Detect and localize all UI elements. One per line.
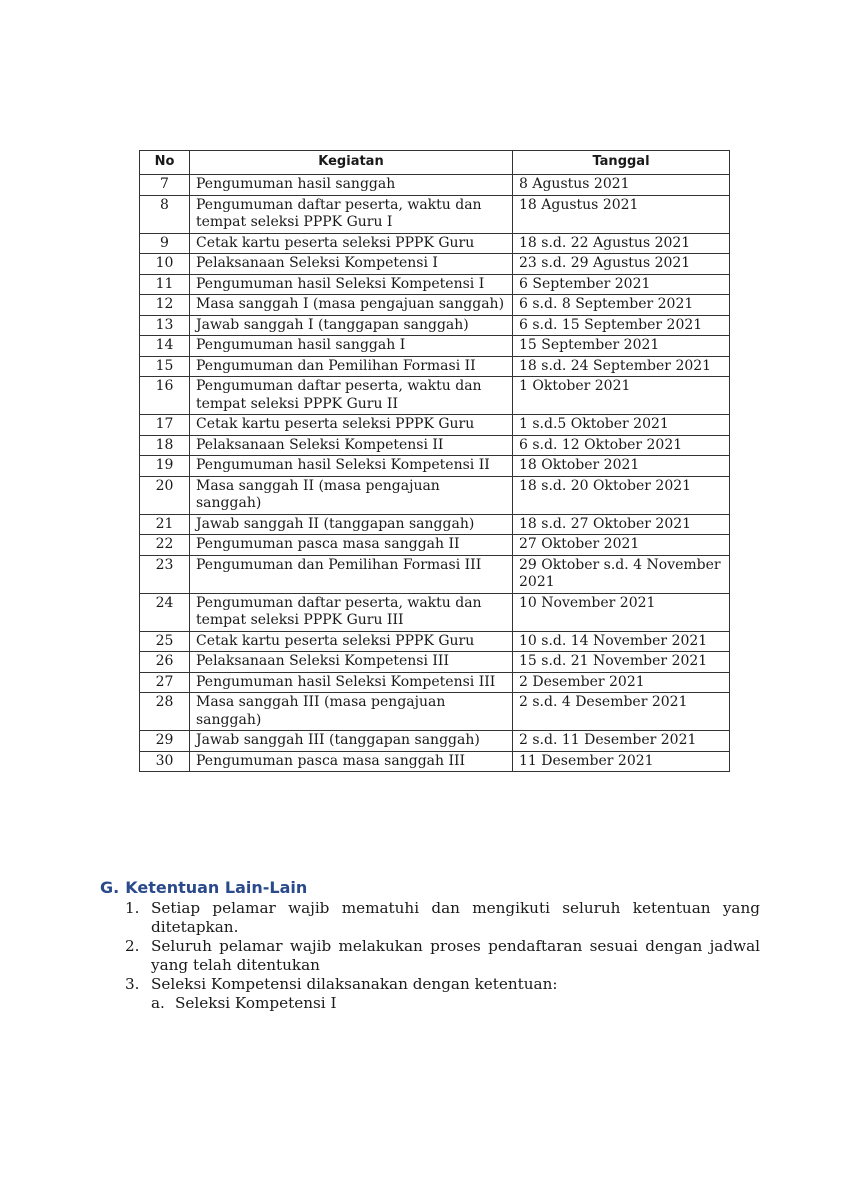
table-row: [140, 336, 730, 357]
cell-kegiatan: Pengumuman hasil Seleksi Kompetensi II: [190, 456, 513, 477]
table-row: [140, 476, 730, 514]
cell-no: 7: [140, 175, 190, 196]
cell-no: 30: [140, 751, 190, 772]
cell-tanggal: 23 s.d. 29 Agustus 2021: [513, 254, 730, 275]
cell-no: 11: [140, 274, 190, 295]
cell-kegiatan: Pengumuman hasil sanggah: [190, 175, 513, 196]
table-row: [140, 415, 730, 436]
sub-item-text: Seleksi Kompetensi I: [175, 994, 337, 1012]
table-row: [140, 435, 730, 456]
cell-no: 18: [140, 435, 190, 456]
cell-kegiatan: Jawab sanggah III (tanggapan sanggah): [190, 731, 513, 752]
rule-number: 3.: [125, 975, 140, 993]
table-row: [140, 233, 730, 254]
rule-text: Setiap pelamar wajib mematuhi dan mengikuti seluruh ketentuan yang ditetapkan.: [151, 899, 760, 936]
sub-list: [151, 994, 760, 1013]
table-header-row: [140, 151, 730, 175]
cell-tanggal: 6 s.d. 12 Oktober 2021: [513, 435, 730, 456]
rule-number: 2.: [125, 937, 140, 955]
cell-no: 26: [140, 652, 190, 673]
cell-kegiatan: Pengumuman daftar peserta, waktu dan tempat seleksi PPPK Guru II: [190, 377, 513, 415]
cell-kegiatan: Masa sanggah II (masa pengajuan sanggah): [190, 476, 513, 514]
cell-kegiatan: Pengumuman daftar peserta, waktu dan tempat seleksi PPPK Guru I: [190, 195, 513, 233]
table-row: [140, 593, 730, 631]
table-row: [140, 274, 730, 295]
rules-list: [100, 899, 760, 1013]
section-ketentuan: [100, 878, 760, 1013]
cell-tanggal: 10 s.d. 14 November 2021: [513, 631, 730, 652]
table-row: [140, 514, 730, 535]
cell-tanggal: 18 s.d. 27 Oktober 2021: [513, 514, 730, 535]
cell-tanggal: 18 s.d. 22 Agustus 2021: [513, 233, 730, 254]
cell-kegiatan: Pengumuman daftar peserta, waktu dan tempat seleksi PPPK Guru III: [190, 593, 513, 631]
table-row: [140, 555, 730, 593]
table-row: [140, 631, 730, 652]
sub-item-letter: a.: [151, 994, 165, 1012]
cell-tanggal: 6 s.d. 15 September 2021: [513, 315, 730, 336]
cell-no: 14: [140, 336, 190, 357]
cell-tanggal: 11 Desember 2021: [513, 751, 730, 772]
cell-tanggal: 6 September 2021: [513, 274, 730, 295]
rule-text: Seluruh pelamar wajib melakukan proses pendaftaran sesuai dengan jadwal yang telah ditentukan: [151, 937, 760, 974]
table-row: [140, 693, 730, 731]
table-row: [140, 356, 730, 377]
section-title: [100, 878, 760, 897]
cell-kegiatan: Pelaksanaan Seleksi Kompetensi I: [190, 254, 513, 275]
table-row: [140, 175, 730, 196]
cell-no: 29: [140, 731, 190, 752]
cell-tanggal: 18 s.d. 24 September 2021: [513, 356, 730, 377]
cell-kegiatan: Pengumuman hasil Seleksi Kompetensi I: [190, 274, 513, 295]
cell-no: 21: [140, 514, 190, 535]
cell-kegiatan: Cetak kartu peserta seleksi PPPK Guru: [190, 631, 513, 652]
cell-kegiatan: Pengumuman hasil sanggah I: [190, 336, 513, 357]
header-tanggal: Tanggal: [513, 151, 730, 175]
cell-tanggal: 27 Oktober 2021: [513, 535, 730, 556]
table-body: [140, 175, 730, 772]
table-row: [140, 456, 730, 477]
cell-tanggal: 1 Oktober 2021: [513, 377, 730, 415]
cell-tanggal: 2 s.d. 11 Desember 2021: [513, 731, 730, 752]
table-row: [140, 672, 730, 693]
cell-kegiatan: Pengumuman dan Pemilihan Formasi II: [190, 356, 513, 377]
sub-item: [151, 994, 760, 1013]
cell-tanggal: 10 November 2021: [513, 593, 730, 631]
cell-no: 16: [140, 377, 190, 415]
header-no: No: [140, 151, 190, 175]
cell-tanggal: 18 Oktober 2021: [513, 456, 730, 477]
cell-kegiatan: Pengumuman pasca masa sanggah III: [190, 751, 513, 772]
rule-item: [100, 937, 760, 975]
cell-tanggal: 8 Agustus 2021: [513, 175, 730, 196]
cell-tanggal: 2 Desember 2021: [513, 672, 730, 693]
cell-no: 24: [140, 593, 190, 631]
table-row: [140, 535, 730, 556]
cell-no: 17: [140, 415, 190, 436]
cell-tanggal: 18 Agustus 2021: [513, 195, 730, 233]
cell-no: 28: [140, 693, 190, 731]
cell-no: 22: [140, 535, 190, 556]
cell-kegiatan: Pelaksanaan Seleksi Kompetensi II: [190, 435, 513, 456]
cell-kegiatan: Jawab sanggah I (tanggapan sanggah): [190, 315, 513, 336]
cell-no: 13: [140, 315, 190, 336]
cell-kegiatan: Pengumuman dan Pemilihan Formasi III: [190, 555, 513, 593]
rule-text: Seleksi Kompetensi dilaksanakan dengan ketentuan:: [151, 975, 558, 993]
table-row: [140, 377, 730, 415]
section-letter: G.: [100, 878, 120, 897]
table-row: [140, 751, 730, 772]
cell-kegiatan: Jawab sanggah II (tanggapan sanggah): [190, 514, 513, 535]
section-title-text: Ketentuan Lain-Lain: [125, 878, 308, 897]
cell-tanggal: 15 s.d. 21 November 2021: [513, 652, 730, 673]
rule-item: [100, 975, 760, 1013]
table-row: [140, 295, 730, 316]
table-row: [140, 652, 730, 673]
table-row: [140, 254, 730, 275]
cell-no: 27: [140, 672, 190, 693]
cell-kegiatan: Masa sanggah III (masa pengajuan sanggah): [190, 693, 513, 731]
cell-tanggal: 29 Oktober s.d. 4 November 2021: [513, 555, 730, 593]
cell-no: 25: [140, 631, 190, 652]
cell-no: 10: [140, 254, 190, 275]
header-kegiatan: Kegiatan: [190, 151, 513, 175]
cell-tanggal: 15 September 2021: [513, 336, 730, 357]
table-row: [140, 315, 730, 336]
cell-kegiatan: Cetak kartu peserta seleksi PPPK Guru: [190, 233, 513, 254]
table-row: [140, 195, 730, 233]
cell-kegiatan: Pelaksanaan Seleksi Kompetensi III: [190, 652, 513, 673]
cell-kegiatan: Cetak kartu peserta seleksi PPPK Guru: [190, 415, 513, 436]
table-row: [140, 731, 730, 752]
cell-no: 8: [140, 195, 190, 233]
schedule-table: [139, 150, 730, 772]
cell-no: 15: [140, 356, 190, 377]
rule-number: 1.: [125, 899, 140, 917]
cell-kegiatan: Pengumuman hasil Seleksi Kompetensi III: [190, 672, 513, 693]
cell-tanggal: 18 s.d. 20 Oktober 2021: [513, 476, 730, 514]
cell-no: 12: [140, 295, 190, 316]
cell-no: 23: [140, 555, 190, 593]
cell-tanggal: 6 s.d. 8 September 2021: [513, 295, 730, 316]
cell-tanggal: 1 s.d.5 Oktober 2021: [513, 415, 730, 436]
cell-kegiatan: Masa sanggah I (masa pengajuan sanggah): [190, 295, 513, 316]
rule-item: [100, 899, 760, 937]
cell-tanggal: 2 s.d. 4 Desember 2021: [513, 693, 730, 731]
cell-no: 19: [140, 456, 190, 477]
cell-no: 20: [140, 476, 190, 514]
cell-kegiatan: Pengumuman pasca masa sanggah II: [190, 535, 513, 556]
cell-no: 9: [140, 233, 190, 254]
